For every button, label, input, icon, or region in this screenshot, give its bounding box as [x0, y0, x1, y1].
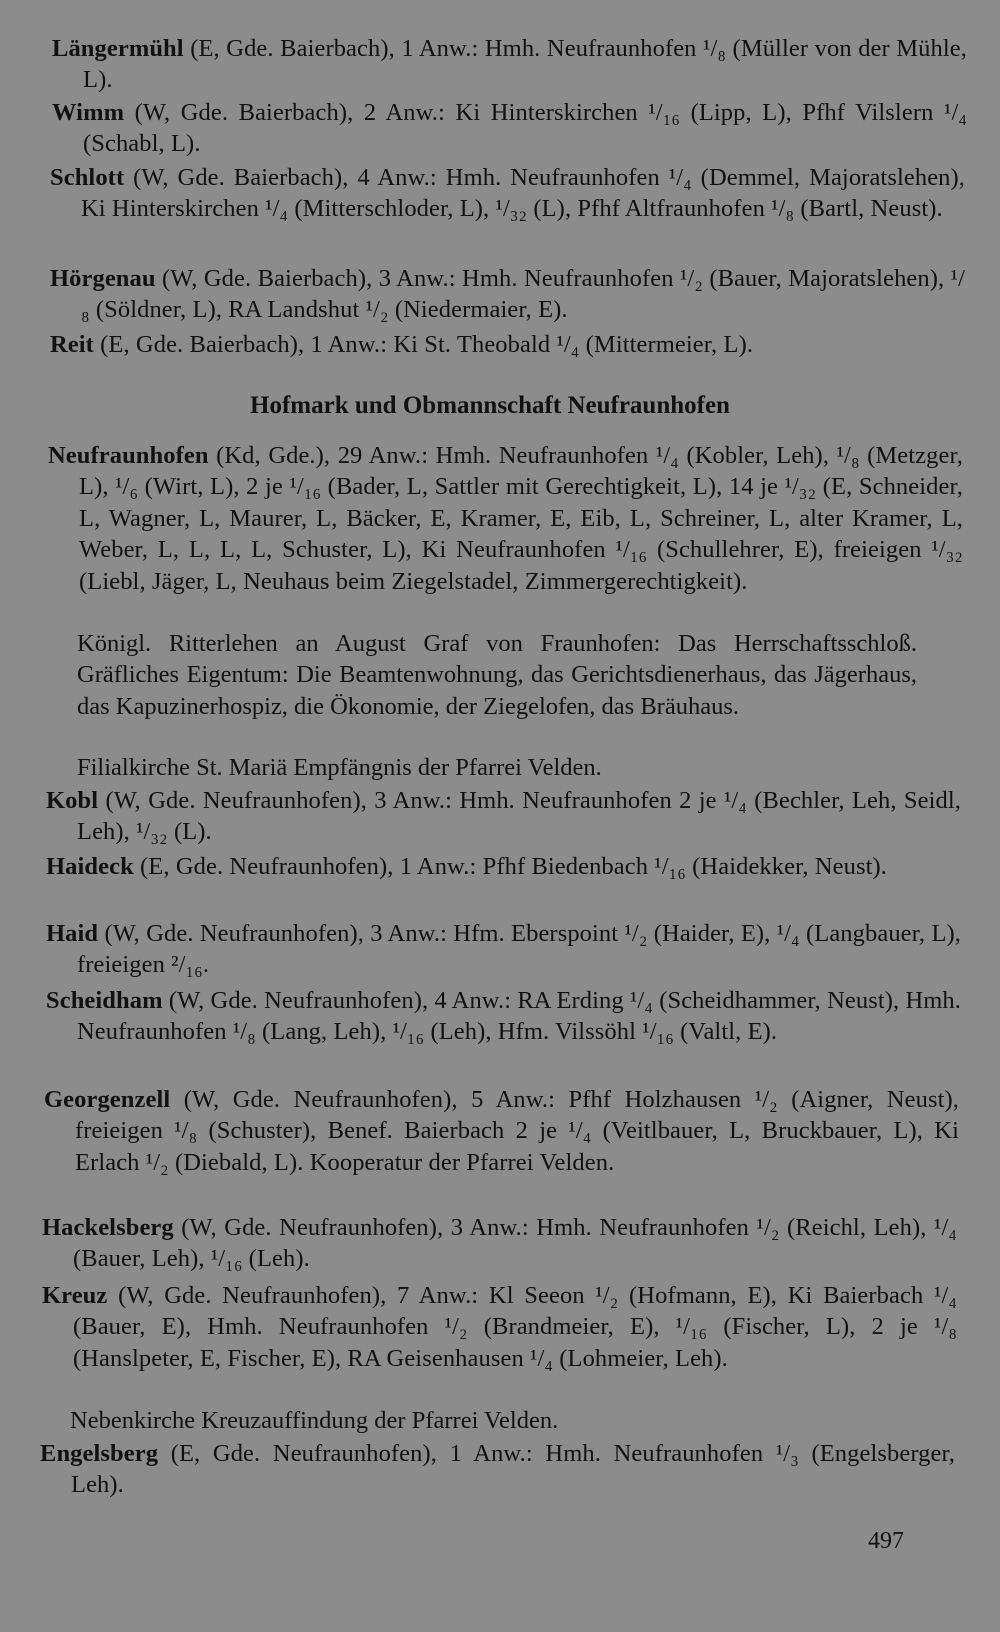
- entry-text: (W, Gde. Baierbach), 4 Anw.: Hmh. Neufraunhofen ¹/₄ (Demmel, Majoratslehen), Ki Hinterskirchen ¹/₄ (Mitterschloder, L), ¹/₃₂ (L), Pfhf Altfraunhofen ¹/₈ (Bartl, Neust).: [81, 164, 965, 223]
- entry-text: (W, Gde. Neufraunhofen), 7 Anw.: Kl Seeon ¹/₂ (Hofmann, E), Ki Baierbach ¹/₄ (Bauer, E), Hmh. Neufraunhofen ¹/₂ (Brandmeier, E), ¹/₁₆ (Fischer, L), 2 je ¹/₈ (Hanslpeter, E, Fischer, E), RA Geisenhausen ¹/₄ (Lohmeier, Leh).: [73, 1282, 957, 1372]
- place-name: Hackelsberg: [42, 1214, 174, 1241]
- place-name: Kobl: [46, 787, 99, 814]
- entry-hackelsberg: [42, 1212, 957, 1275]
- section-heading: Hofmark und Obmannschaft Neufraunhofen: [250, 392, 730, 419]
- entry-text: (E, Gde. Baierbach), 1 Anw.: Ki St. Theobald ¹/₄ (Mittermeier, L).: [93, 331, 754, 358]
- place-name: Haid: [46, 920, 99, 947]
- place-name: Kreuz: [42, 1282, 108, 1309]
- place-name: Reit: [50, 331, 94, 358]
- entry-note: Königl. Ritterlehen an August Graf von Fraunhofen: Das Herrschaftsschloß. Gräfliches Eigentum: Die Beamtenwohnung, das Gerichtsdienerhaus, das Jägerhaus, das Kapuzinerhospiz, die Ökonomie, der Ziegelofen, das Bräuhaus.: [77, 630, 917, 720]
- entry-wimm: [52, 97, 967, 160]
- entry-text: (E, Gde. Neufraunhofen), 1 Anw.: Hmh. Neufraunhofen ¹/₃ (Engelsberger, Leh).: [71, 1440, 955, 1499]
- place-name: Wimm: [52, 99, 125, 126]
- entry-text: (E, Gde. Neufraunhofen), 1 Anw.: Pfhf Biedenbach ¹/₁₆ (Haidekker, Neust).: [133, 853, 887, 880]
- entry-text: (Kd, Gde.), 29 Anw.: Hmh. Neufraunhofen ¹/₄ (Kobler, Leh), ¹/₈ (Metzger, L), ¹/₆ (Wirt, L), 2 je ¹/₁₆ (Bader, L, Sattler mit Gerechtigkeit, L), 14 je ¹/₃₂ (E, Schneider, L, Wagner, L, Maurer, L, Bäcker, E, Kramer, E, Eib, L, Schreiner, L, alter Kramer, L, Weber, L, L, L, L, Schuster, L), Ki Neufraunhofen ¹/₁₆ (Schullehrer, E), freieigen ¹/₃₂ (Liebl, Jäger, L, Neuhaus beim Ziegelstadel, Zimmergerechtigkeit).: [79, 442, 963, 595]
- entry-text: (W, Gde. Neufraunhofen), 3 Anw.: Hfm. Eberspoint ¹/₂ (Haider, E), ¹/₄ (Langbauer, L), freieigen ²/₁₆.: [77, 920, 961, 979]
- place-name: Georgenzell: [44, 1086, 171, 1113]
- place-name: Schlott: [50, 164, 125, 191]
- entry-haid: [46, 918, 961, 981]
- entry-text: (W, Gde. Neufraunhofen), 3 Anw.: Hmh. Neufraunhofen ¹/₂ (Reichl, Leh), ¹/₄ (Bauer, Leh), ¹/₁₆ (Leh).: [73, 1214, 957, 1273]
- entry-engelsberg: [40, 1438, 955, 1501]
- entry-georgenzell: [44, 1084, 959, 1178]
- entry-scheidham: [46, 985, 961, 1048]
- page-number: 497: [868, 1528, 904, 1554]
- entry-text: (W, Gde. Neufraunhofen), 3 Anw.: Hmh. Neufraunhofen 2 je ¹/₄ (Bechler, Leh, Seidl, Leh), ¹/₃₂ (L).: [77, 787, 961, 846]
- entry-kobl: [46, 785, 961, 848]
- place-name: Scheidham: [46, 987, 163, 1014]
- entry-neufraunhofen: [48, 440, 963, 597]
- entry-text: (W, Gde. Neufraunhofen), 4 Anw.: RA Erding ¹/₄ (Scheidhammer, Neust), Hmh. Neufraunhofen ¹/₈ (Lang, Leh), ¹/₁₆ (Leh), Hfm. Vilssöhl ¹/₁₆ (Valtl, E).: [77, 987, 961, 1046]
- place-name: Engelsberg: [40, 1440, 159, 1467]
- entry-text: (W, Gde. Baierbach), 2 Anw.: Ki Hinterskirchen ¹/₁₆ (Lipp, L), Pfhf Vilslern ¹/₄ (Schabl, L).: [83, 99, 967, 158]
- entry-text: (W, Gde. Baierbach), 3 Anw.: Hmh. Neufraunhofen ¹/₂ (Bauer, Majoratslehen), ¹/₈ (Söldner, L), RA Landshut ¹/₂ (Niedermaier, E).: [81, 265, 965, 324]
- entry-reit: [50, 329, 965, 360]
- entry-hoergenau: [50, 263, 965, 326]
- entry-schlott: [50, 162, 965, 225]
- entry-note: Nebenkirche Kreuzauffindung der Pfarrei Velden.: [70, 1407, 559, 1434]
- place-name: Neufraunhofen: [48, 442, 209, 469]
- entry-text: (E, Gde. Baierbach), 1 Anw.: Hmh. Neufraunhofen ¹/₈ (Müller von der Mühle, L).: [83, 35, 967, 94]
- entry-laengermuehl: [52, 33, 967, 96]
- entry-text: (W, Gde. Neufraunhofen), 5 Anw.: Pfhf Holzhausen ¹/₂ (Aigner, Neust), freieigen ¹/₈ (Schuster), Benef. Baierbach 2 je ¹/₄ (Veitlbauer, L, Bruckbauer, L), Ki Erlach ¹/₂ (Diebald, L). Kooperatur der Pfarrei Velden.: [75, 1086, 959, 1176]
- entry-kreuz: [42, 1280, 957, 1374]
- entry-note: Filialkirche St. Mariä Empfängnis der Pfarrei Velden.: [77, 754, 602, 781]
- place-name: Hörgenau: [50, 265, 156, 292]
- place-name: Längermühl: [52, 35, 184, 62]
- place-name: Haideck: [46, 853, 134, 880]
- entry-haideck: [46, 851, 961, 882]
